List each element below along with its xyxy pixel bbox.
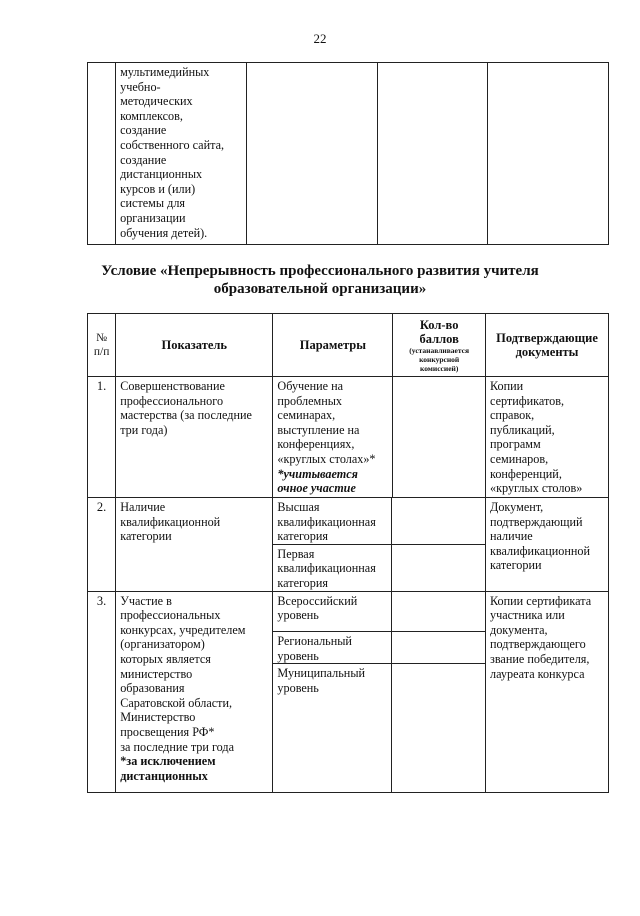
criteria-table bbox=[87, 313, 609, 793]
table-row bbox=[88, 498, 609, 592]
header-points bbox=[393, 314, 486, 377]
indicator-cell bbox=[116, 498, 273, 592]
param-option bbox=[273, 664, 392, 792]
continuation-indicator-text: мультимедийных учебно- методических комплексов, создание собственного сайта, создание дистанционных курсов и (или) системы для организации обучения детей). bbox=[120, 65, 225, 240]
page-number: 22 bbox=[313, 31, 327, 46]
table-row bbox=[88, 591, 609, 792]
docs-text: Документ, подтверждающий наличие квалификационной категории bbox=[490, 500, 591, 573]
indicator-text: Участие в профессиональных конкурсах, учредителем (организатором) которых является министерство образования Саратовской области, Министерство просвещения РФ* за последние три года bbox=[120, 593, 246, 754]
param-option bbox=[273, 592, 392, 632]
params-cell bbox=[273, 377, 393, 498]
param-option-text: Всероссийский уровень bbox=[277, 593, 358, 623]
points-cell bbox=[392, 592, 485, 632]
param-option-text: Высшая квалификационная категория bbox=[277, 500, 376, 544]
continuation-docs-cell bbox=[487, 63, 609, 245]
points-cell bbox=[393, 377, 486, 498]
params-text: Обучение на проблемных семинарах, выступление на конференциях, «круглых столах»* bbox=[277, 379, 376, 466]
header-params: Параметры bbox=[273, 314, 393, 377]
table-row bbox=[88, 377, 609, 498]
points-cell bbox=[392, 498, 485, 544]
header-indicator: Показатель bbox=[116, 314, 273, 377]
docs-cell bbox=[486, 377, 609, 498]
params-subtable bbox=[273, 498, 485, 591]
table-header-row bbox=[88, 314, 609, 377]
row-number: 3. bbox=[88, 591, 116, 792]
param-option bbox=[273, 544, 392, 590]
params-note: *учитывается очное участие bbox=[277, 466, 358, 496]
section-title: Условие «Непрерывность профессионального развития учителя образовательной организации» bbox=[101, 263, 539, 297]
params-points-group bbox=[273, 498, 486, 592]
points-cell bbox=[392, 632, 485, 664]
param-option-text: Региональный уровень bbox=[277, 634, 352, 663]
header-num: № п/п bbox=[88, 314, 116, 377]
docs-text: Копии сертификата участника или документа, подтверждающего звание победителя, лауреата конкурса bbox=[490, 593, 592, 681]
continuation-num-cell bbox=[88, 63, 116, 245]
indicator-text: Наличие квалификационной категории bbox=[120, 500, 221, 544]
indicator-note: *за исключением дистанционных bbox=[120, 754, 216, 783]
points-cell bbox=[392, 664, 485, 792]
params-points-group bbox=[273, 591, 486, 792]
docs-text: Копии сертификатов, справок, публикаций, программ семинаров, конференций, «круглых столов» bbox=[490, 379, 583, 496]
row-number: 2. bbox=[88, 498, 116, 592]
continuation-params-cell bbox=[246, 63, 378, 245]
param-option-text: Первая квалификационная категория bbox=[277, 546, 376, 590]
indicator-cell bbox=[116, 377, 273, 498]
docs-cell bbox=[486, 498, 609, 592]
indicator-cell bbox=[116, 591, 273, 792]
param-option bbox=[273, 498, 392, 544]
header-points-label: Кол-во баллов bbox=[419, 317, 459, 346]
param-option-text: Муниципальный уровень bbox=[277, 666, 366, 695]
docs-cell bbox=[486, 591, 609, 792]
continuation-indicator-cell bbox=[116, 63, 247, 245]
indicator-text: Совершенствование профессионального мастерства (за последние три года) bbox=[120, 379, 252, 437]
header-points-note: (устанавливается конкурсной комиссией) bbox=[409, 345, 470, 373]
points-cell bbox=[392, 544, 485, 590]
param-option bbox=[273, 632, 392, 664]
params-subtable bbox=[273, 592, 485, 792]
header-docs: Подтверждающие документы bbox=[486, 314, 609, 377]
row-number: 1. bbox=[88, 377, 116, 498]
continuation-points-cell bbox=[378, 63, 487, 245]
continuation-table bbox=[87, 62, 609, 245]
